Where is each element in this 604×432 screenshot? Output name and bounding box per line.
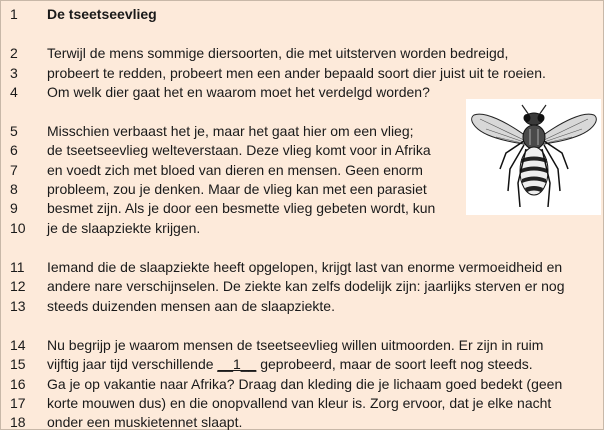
line-text: en voedt zich met bloed van dieren en mensen. Geen enorm [47, 162, 423, 178]
line-number: 3 [10, 65, 18, 81]
line-text: besmet zijn. Als je door een besmette vlieg gebeten wordt, kun [47, 200, 436, 216]
line-text: de tseetseevlieg welteverstaan. Deze vlieg komt voor in Afrika [47, 142, 431, 158]
line-number: 11 [10, 259, 25, 275]
line-text-before-blank: vijftig jaar tijd verschillende [47, 356, 218, 372]
line-number: 1 [10, 6, 18, 22]
line-number: 5 [10, 123, 18, 139]
line-text: Iemand die de slaapziekte heeft opgelopen, krijgt last van enorme vermoeidheid en [47, 259, 563, 275]
line-text: Nu begrijp je waarom mensen de tseetseevlieg willen uitmoorden. Er zijn in ruim [47, 337, 544, 353]
line-text-with-blank [47, 354, 533, 374]
line-number: 15 [10, 356, 26, 372]
tsetse-fly-icon [466, 99, 601, 215]
line-number: 13 [10, 298, 26, 314]
line-number: 4 [10, 84, 18, 100]
line-text: steeds duizenden mensen aan de slaapziekte. [47, 298, 335, 314]
line-text: Misschien verbaast het je, maar het gaat hier om een vlieg; [47, 123, 414, 139]
line-text: probeert te redden, probeert men een ander bepaald soort dier juist uit te roeien. [47, 65, 546, 81]
line-text: andere nare verschijnselen. De ziekte kan zelfs dodelijk zijn: jaarlijks sterven er nog [47, 278, 565, 294]
line-text: korte mouwen dus) en die onopvallend van kleur is. Zorg ervoor, dat je elke nacht [47, 395, 552, 411]
line-text: probleem, zou je denken. Maar de vlieg kan met een parasiet [47, 181, 427, 197]
tsetse-fly-image [466, 99, 601, 215]
line-text: Ga je op vakantie naar Afrika? Draag dan kleding die je lichaam goed bedekt (geen [47, 376, 563, 392]
line-text: Terwijl de mens sommige diersoorten, die met uitsterven worden bedreigd, [47, 45, 509, 61]
line-number: 18 [10, 414, 26, 430]
line-text: onder een muskietennet slaapt. [47, 414, 243, 430]
line-number: 12 [10, 278, 26, 294]
line-text-after-blank: geprobeerd, maar de soort leeft nog steeds. [256, 356, 533, 372]
line-number: 14 [10, 337, 26, 353]
document-title: De tseetseevlieg [47, 6, 157, 22]
line-number: 16 [10, 376, 26, 392]
line-number: 7 [10, 162, 18, 178]
line-number: 17 [10, 395, 26, 411]
gap-blank-1[interactable]: __1__ [217, 356, 257, 372]
line-number: 2 [10, 45, 18, 61]
line-number: 10 [10, 220, 26, 236]
line-number: 9 [10, 200, 18, 216]
line-text: Om welk dier gaat het en waarom moet het verdelgd worden? [47, 84, 430, 100]
line-text: je de slaapziekte krijgen. [47, 220, 201, 236]
line-number: 6 [10, 142, 18, 158]
line-number: 8 [10, 181, 18, 197]
